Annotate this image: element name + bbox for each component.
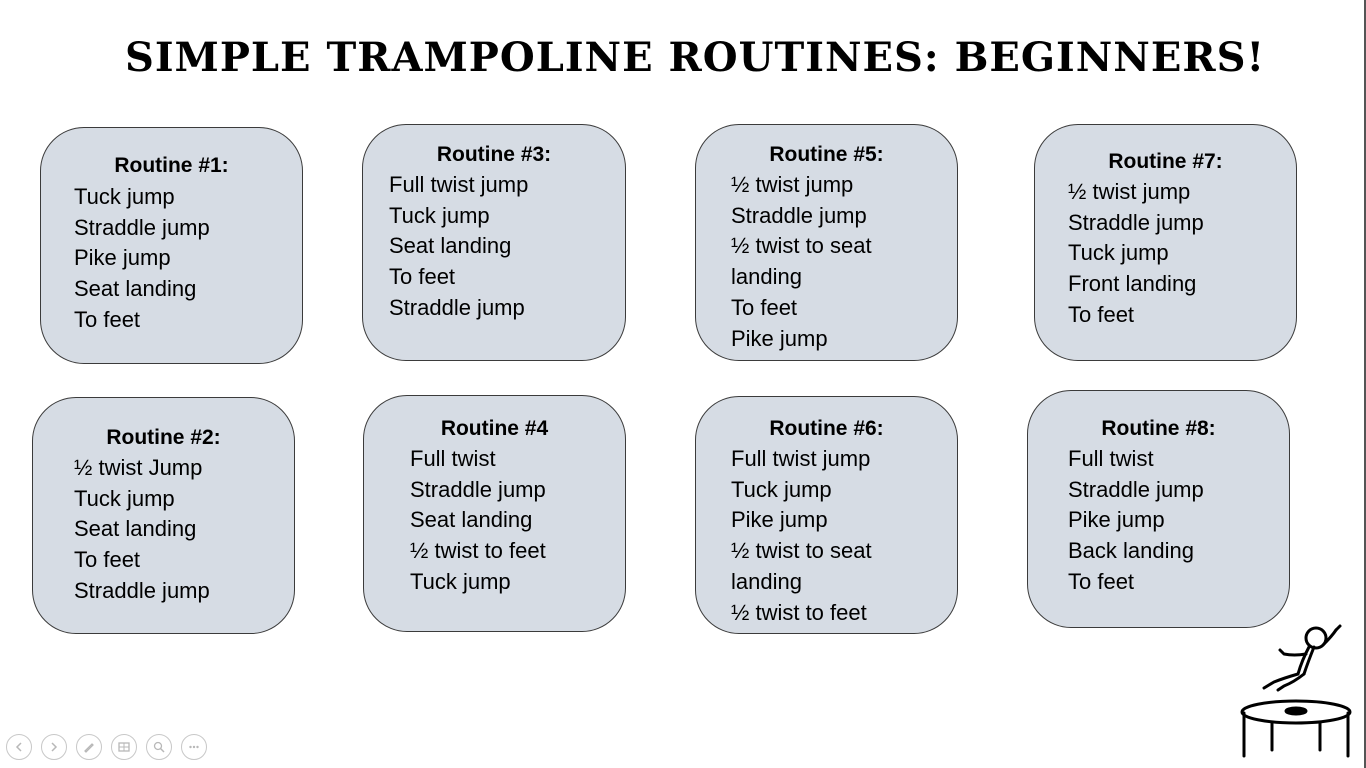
routine-step: Full twist <box>1068 446 1154 471</box>
routine-step: Full twist jump <box>389 172 529 197</box>
routine-step: Pike jump <box>731 325 828 351</box>
more-icon <box>187 740 201 754</box>
zoom-icon <box>152 740 166 754</box>
routine-step: Front landing <box>1068 271 1197 297</box>
routine-steps <box>1068 444 1204 598</box>
previous-icon <box>13 741 25 753</box>
zoom-button[interactable] <box>146 734 172 760</box>
presentation-controls <box>6 734 207 760</box>
routine-title: Routine #5: <box>769 143 884 166</box>
routine-step: To feet <box>1068 568 1135 594</box>
routine-step: ½ twist to seat <box>731 538 872 564</box>
routine-step: ½ twist Jump <box>74 455 203 480</box>
routine-step: Tuck jump <box>731 476 832 502</box>
routine-title: Routine #3: <box>436 143 552 166</box>
routine-steps <box>1068 177 1204 331</box>
routine-steps <box>389 170 528 324</box>
routine-step: Seat landing <box>410 507 533 533</box>
routine-step: To feet <box>74 306 141 332</box>
routine-title: Routine #7: <box>1108 150 1223 173</box>
routine-step: Tuck jump <box>74 184 175 209</box>
routine-step: Full twist <box>410 446 496 471</box>
routine-step: Straddle jump <box>389 294 525 320</box>
routine-step: Straddle jump <box>731 202 867 228</box>
next-icon <box>48 741 60 753</box>
routine-step: ½ twist to feet <box>410 538 546 564</box>
routine-title: Routine #4 <box>440 417 549 440</box>
pen-icon <box>82 740 96 754</box>
routine-step: Tuck jump <box>1068 240 1169 266</box>
routine-step: Straddle jump <box>74 214 210 240</box>
next-slide-button[interactable] <box>41 734 67 760</box>
routine-steps <box>731 170 872 354</box>
routine-step: To feet <box>389 264 456 290</box>
routine-title: Routine #1: <box>114 154 229 177</box>
routine-card-1 <box>40 127 303 364</box>
routine-step: ½ twist to feet <box>731 599 867 625</box>
routine-card-5 <box>695 124 958 361</box>
routine-step: To feet <box>731 294 798 320</box>
routine-step: Seat landing <box>74 276 197 302</box>
routine-step: landing <box>731 568 802 594</box>
trampoline-jumper-illustration <box>1236 616 1356 762</box>
routine-step: Tuck jump <box>74 485 175 511</box>
slides-icon <box>117 740 131 754</box>
routine-step: Straddle jump <box>410 476 546 502</box>
slide-title: SIMPLE TRAMPOLINE ROUTINES: BEGINNERS! <box>124 34 1266 81</box>
routine-step: Tuck jump <box>410 568 511 594</box>
routine-step: Straddle jump <box>1068 476 1204 502</box>
routine-card-3 <box>362 124 626 361</box>
routine-step: To feet <box>1068 301 1135 327</box>
routine-card-6 <box>695 396 958 634</box>
more-options-button[interactable] <box>181 734 207 760</box>
routine-step: Pike jump <box>74 245 171 271</box>
trampoline-center <box>1286 708 1306 714</box>
routine-step: Pike jump <box>1068 507 1165 533</box>
routine-step: Straddle jump <box>74 577 210 603</box>
routine-step: To feet <box>74 547 141 573</box>
routine-title: Routine #2: <box>106 426 221 449</box>
routine-steps <box>74 182 210 336</box>
pen-tool-button[interactable] <box>76 734 102 760</box>
routine-step: Straddle jump <box>1068 209 1204 235</box>
jumper-arm-left <box>1280 650 1306 655</box>
routine-title: Routine #6: <box>769 417 884 440</box>
routine-title: Routine #8: <box>1101 417 1216 440</box>
routine-step: Pike jump <box>731 507 828 533</box>
routine-card-4 <box>363 395 626 632</box>
routine-step: Seat landing <box>74 516 197 542</box>
see-all-slides-button[interactable] <box>111 734 137 760</box>
routine-steps <box>74 453 210 607</box>
routine-step: ½ twist to seat <box>731 233 872 259</box>
routine-steps <box>410 444 546 598</box>
routine-steps <box>731 444 872 628</box>
routine-step: Back landing <box>1068 538 1194 564</box>
routine-card-7 <box>1034 124 1297 361</box>
routine-step: ½ twist jump <box>731 172 854 197</box>
routine-step: Full twist jump <box>731 446 871 471</box>
jumper-hand-right <box>1336 626 1340 630</box>
routine-step: Tuck jump <box>389 202 490 228</box>
routine-card-8 <box>1027 390 1290 628</box>
routine-step: landing <box>731 264 802 290</box>
routine-card-2 <box>32 397 295 634</box>
routine-step: ½ twist jump <box>1068 179 1191 204</box>
previous-slide-button[interactable] <box>6 734 32 760</box>
routine-step: Seat landing <box>389 233 512 259</box>
